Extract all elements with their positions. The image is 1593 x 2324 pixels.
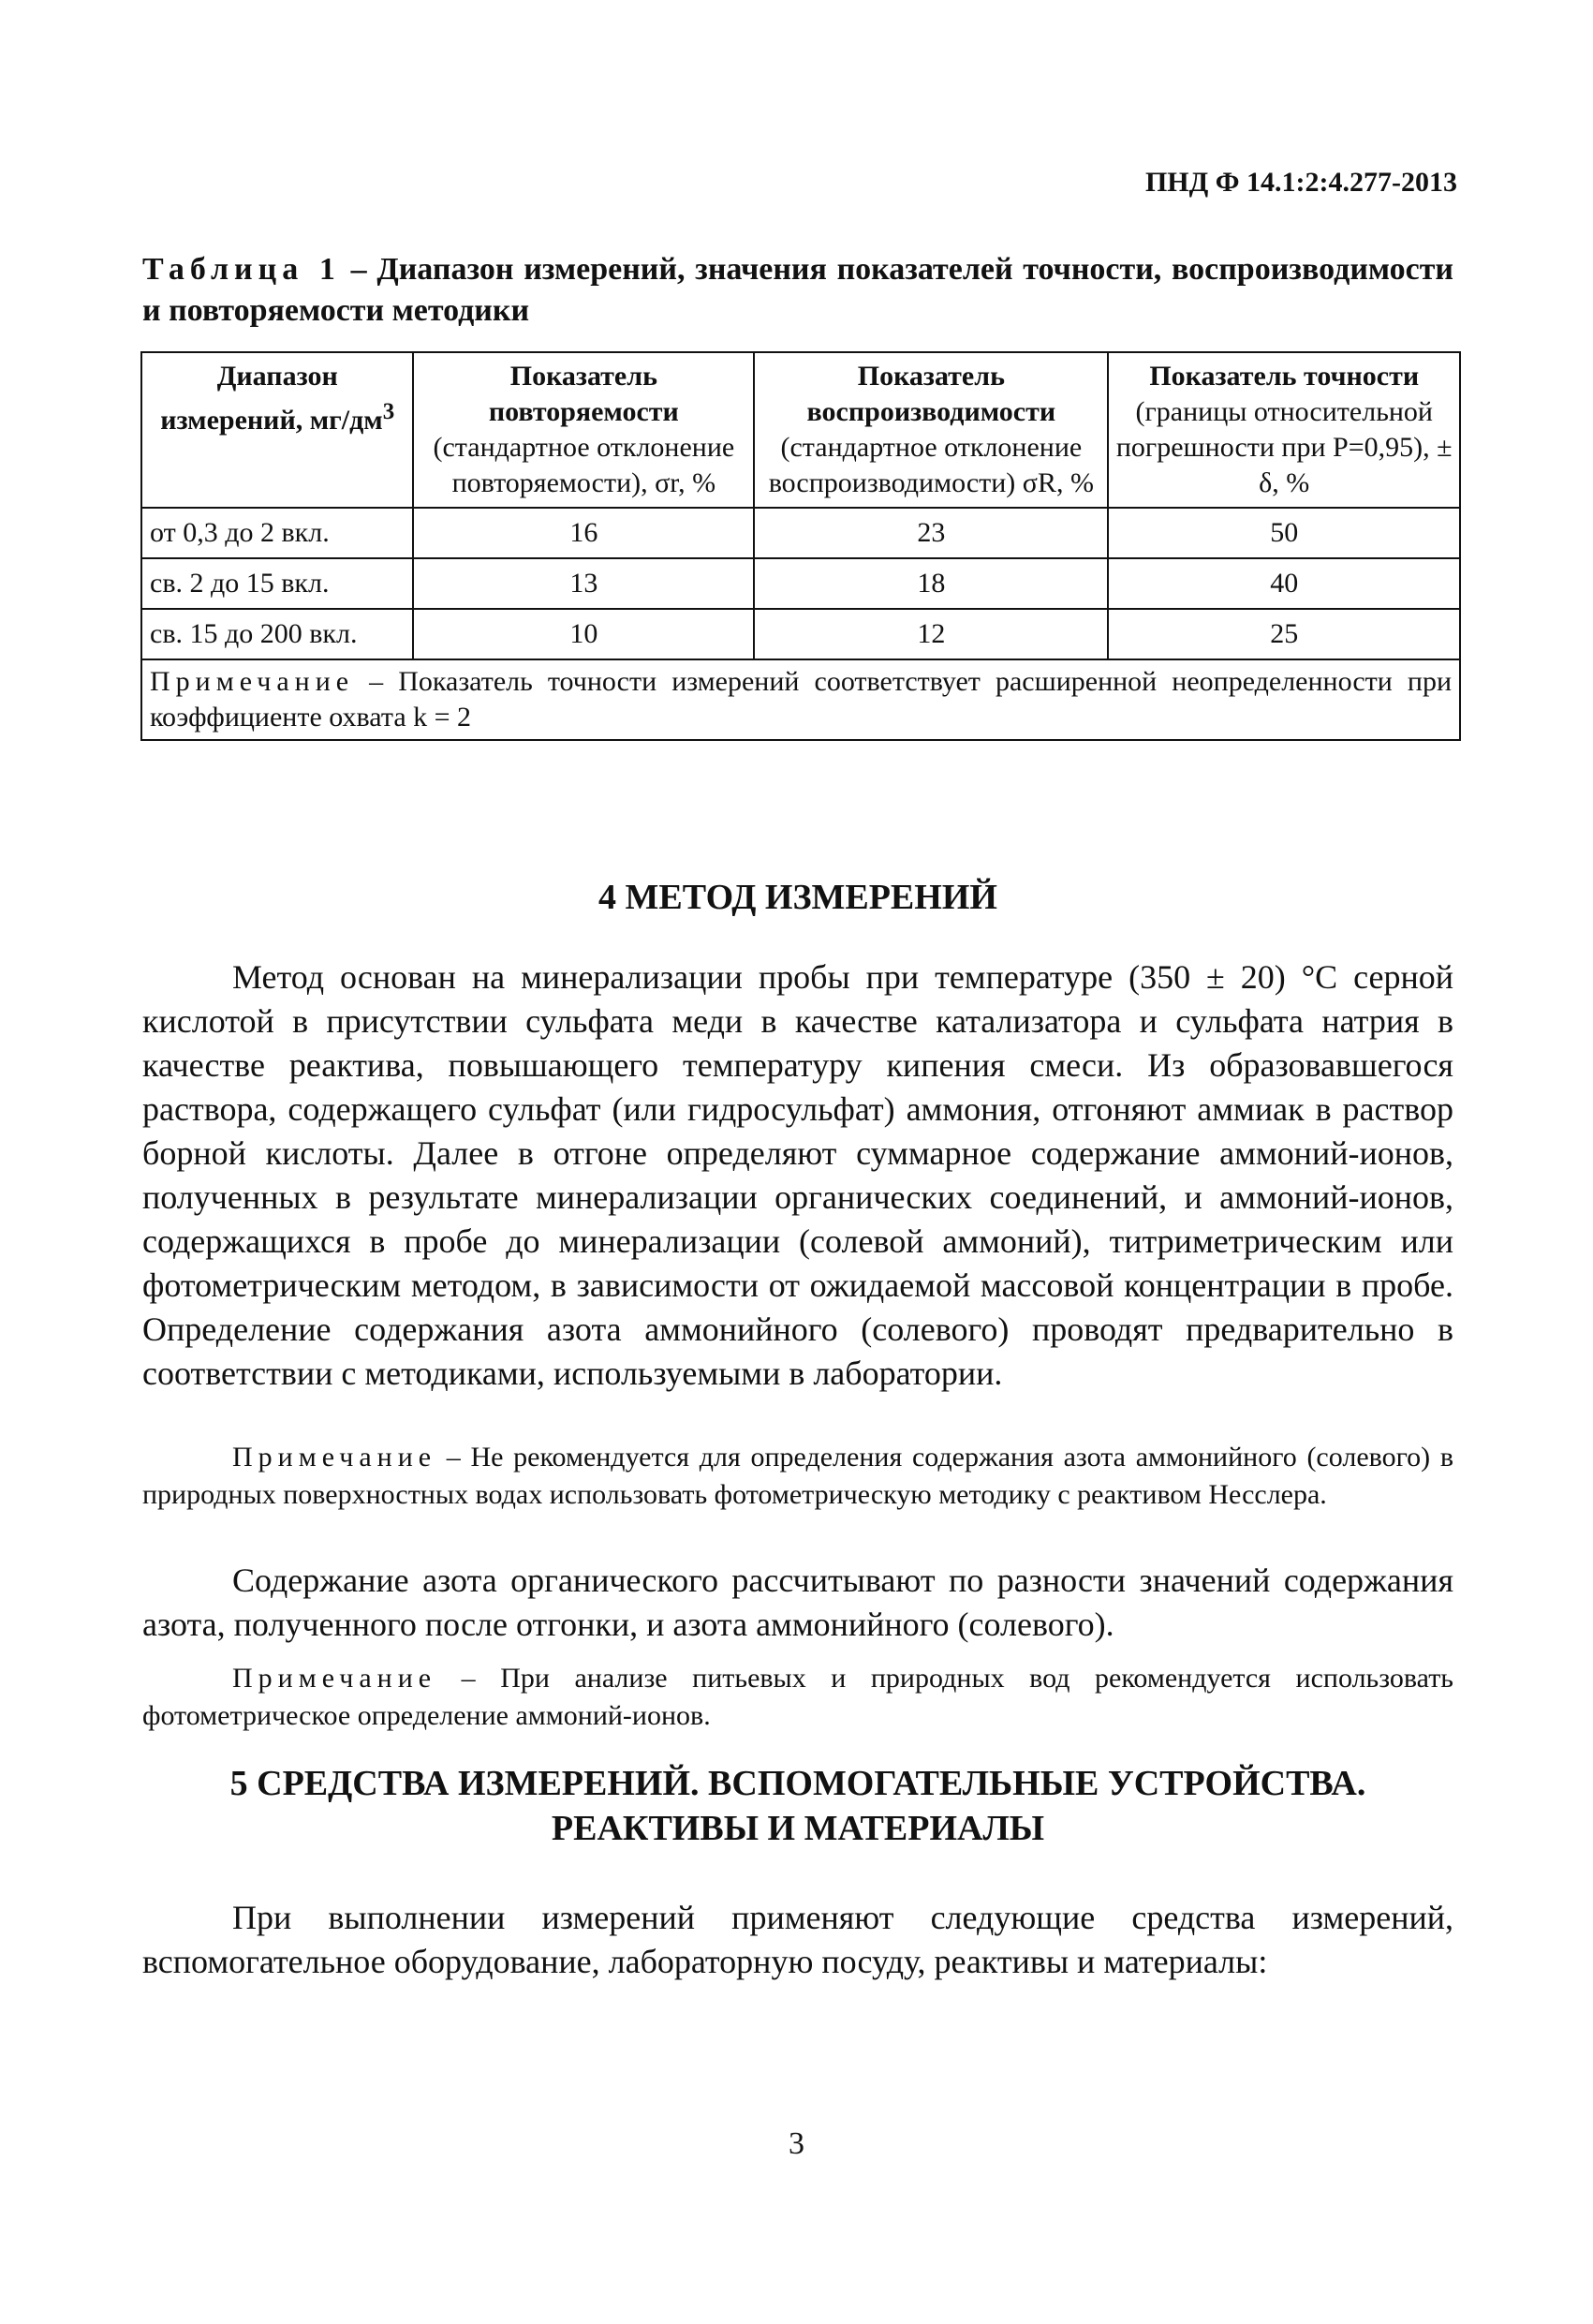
header-repeatability — [413, 352, 754, 508]
cell-repeatability: 10 — [413, 609, 754, 659]
cell-range: св. 15 до 200 вкл. — [141, 609, 413, 659]
header-range — [141, 352, 413, 508]
header-range-title: Диапазон измерений, мг/дм — [160, 361, 383, 436]
table-header-row — [141, 352, 1460, 508]
section-5-paragraph: При выполнении измерений применяют следующие средства измерений, вспомогательное оборудование, лабораторную посуду, реактивы и материалы: — [142, 1899, 1453, 1980]
section-4-note-2 — [142, 1660, 1453, 1735]
note-1-text: – Не рекомендуется для определения содержания азота аммонийного (солевого) в природных поверхностных водах использовать фотометрическую методику с реактивом Несслера. — [142, 1442, 1453, 1510]
table-row — [141, 508, 1460, 558]
note-1-label: Примечание — [232, 1442, 437, 1473]
header-accuracy-title: Показатель точности — [1149, 361, 1420, 392]
table-note-label: Примечание — [150, 666, 355, 697]
metrics-table — [140, 351, 1461, 741]
header-reproducibility — [754, 352, 1108, 508]
header-repeatability-title: Показатель повторяемости — [488, 361, 679, 427]
table-row — [141, 609, 1460, 659]
section-4-paragraph-2: Содержание азота органического рассчитывают по разности значений содержания азота, полученного после отгонки, и азота аммонийного (солевого). — [142, 1562, 1453, 1643]
cell-repeatability: 13 — [413, 558, 754, 609]
document-code: ПНД Ф 14.1:2:4.277-2013 — [1144, 167, 1457, 198]
cell-accuracy: 50 — [1108, 508, 1460, 558]
section-5-title-line-1: 5 СРЕДСТВА ИЗМЕРЕНИЙ. ВСПОМОГАТЕЛЬНЫЕ УСТРОЙСТВА. — [229, 1764, 1366, 1803]
cell-repeatability: 16 — [413, 508, 754, 558]
cell-accuracy: 40 — [1108, 558, 1460, 609]
cell-accuracy: 25 — [1108, 609, 1460, 659]
cell-range: от 0,3 до 2 вкл. — [141, 508, 413, 558]
section-5-title-line-2: РЕАКТИВЫ И МАТЕРИАЛЫ — [551, 1809, 1045, 1848]
note-2-text: – При анализе питьевых и природных вод рекомендуется использовать фотометрическое определение аммоний-ионов. — [142, 1663, 1453, 1731]
header-range-sup: 3 — [382, 399, 395, 424]
header-reproducibility-title: Показатель воспроизводимости — [806, 361, 1056, 427]
table-note-text: – Показатель точности измерений соответствует расширенной неопределенности при коэффициенте охвата k = 2 — [150, 666, 1452, 733]
note-2-label: Примечание — [232, 1663, 437, 1694]
page-number: 3 — [789, 2126, 804, 2161]
header-repeatability-desc: (стандартное отклонение повторяемости), σr, % — [433, 432, 735, 498]
cell-reproducibility: 18 — [754, 558, 1108, 609]
cell-reproducibility: 12 — [754, 609, 1108, 659]
header-reproducibility-desc: (стандартное отклонение воспроизводимости) σR, % — [768, 432, 1094, 498]
header-accuracy — [1108, 352, 1460, 508]
section-4-title: 4 МЕТОД ИЗМЕРЕНИЙ — [598, 878, 997, 917]
table-caption-text: – Диапазон измерений, значения показателей точности, воспроизводимости и повторяемости методики — [142, 252, 1453, 328]
table-note-row — [141, 659, 1460, 740]
cell-reproducibility: 23 — [754, 508, 1108, 558]
table-caption — [142, 249, 1453, 332]
header-accuracy-desc: (границы относительной погрешности при P=0,95), ± δ, % — [1115, 396, 1453, 498]
table-row — [141, 558, 1460, 609]
section-4-note-1 — [142, 1439, 1453, 1514]
section-4-paragraph-1: Метод основан на минерализации пробы при температуре (350 ± 20) °С серной кислотой в присутствии сульфата меди в качестве катализатора и сульфата натрия в качестве реактива, повышающего температуру кипения смеси. Из образовавшегося раствора, содержащего сульфат (или гидросульфат) аммония, отгоняют аммиак в раствор борной кислоты. Далее в отгоне определяют суммарное содержание аммоний-ионов, полученных в результате минерализации органических соединений, и аммоний-ионов, содержащихся в пробе до минерализации (солевой аммоний), титриметрическим или фотометрическим методом, в зависимости от ожидаемой массовой концентрации в пробе. Определение содержания азота аммонийного (солевого) проводят предварительно в соответствии с методиками, используемыми в лаборатории. — [142, 958, 1453, 1392]
cell-range: св. 2 до 15 вкл. — [141, 558, 413, 609]
table-note — [141, 659, 1460, 740]
table-caption-label: Таблица 1 — [142, 252, 341, 287]
